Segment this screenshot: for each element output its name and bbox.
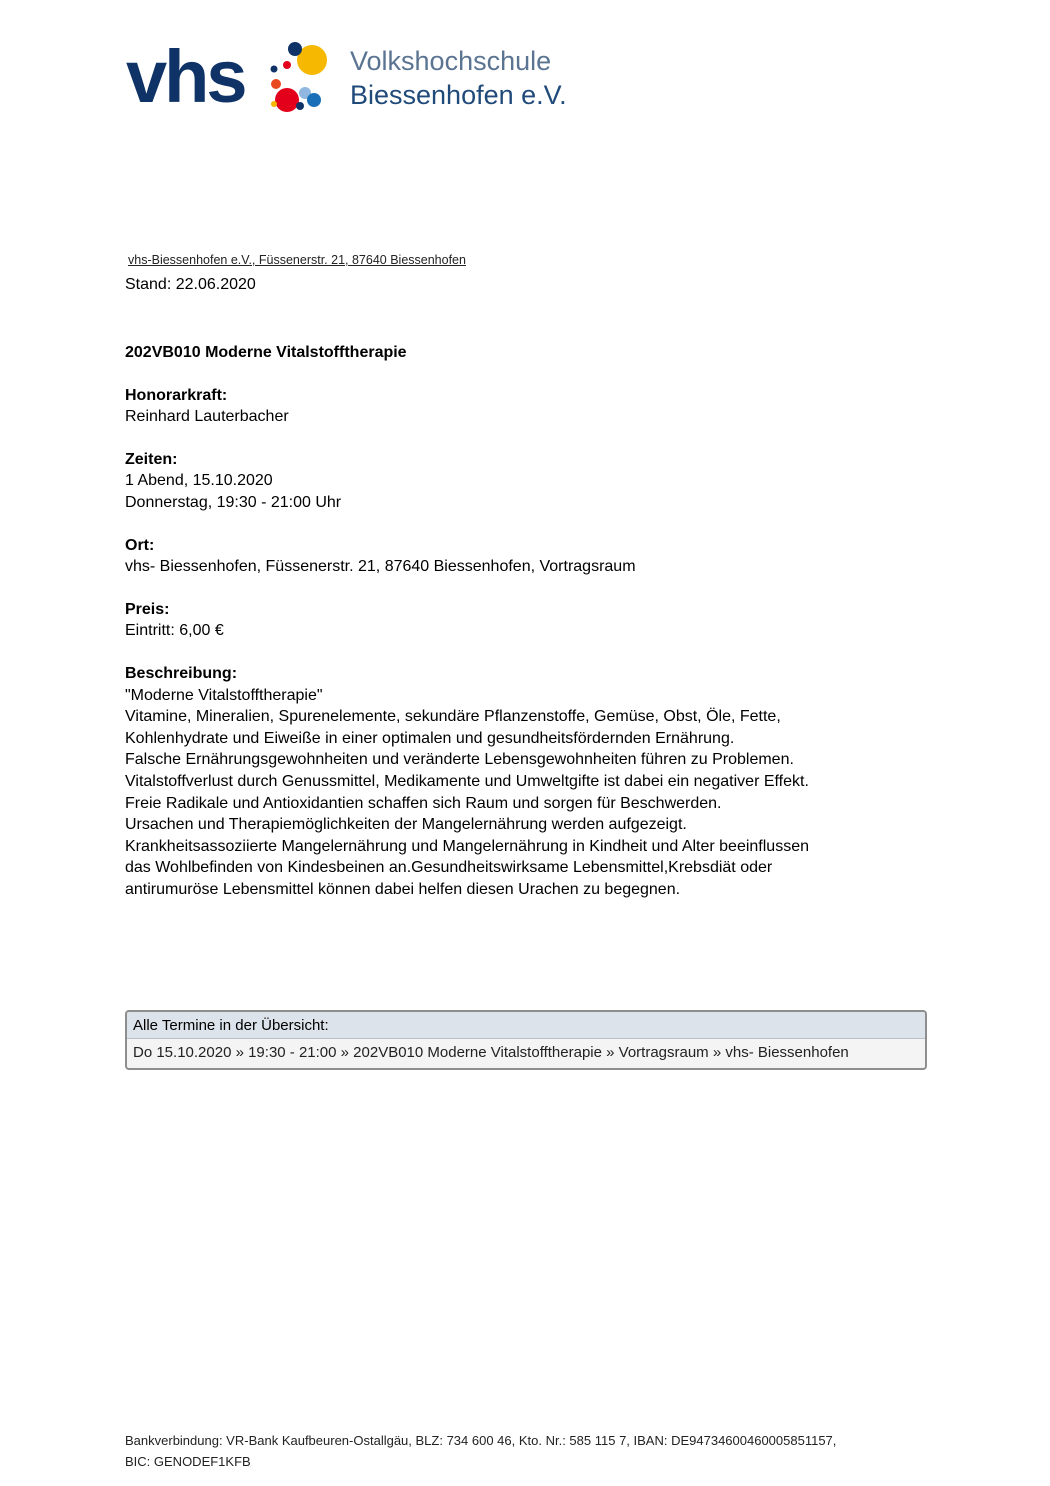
beschreibung-section [125, 663, 925, 901]
sender-address: vhs-Biessenhofen e.V., Füssenerstr. 21, 87640 Biessenhofen [128, 253, 466, 267]
logo-line-2: Biessenhofen e.V. [350, 80, 567, 110]
course-title: 202VB010 Moderne Vitalstofftherapie [125, 344, 407, 361]
termine-heading: Alle Termine in der Übersicht: [127, 1012, 925, 1039]
zeiten-section [125, 449, 925, 514]
beschreibung-line: Falsche Ernährungsgewohnheiten und veränderte Lebensgewohnheiten führen zu Problemen. [125, 751, 794, 769]
beschreibung-line: das Wohlbefinden von Kindesbeinen an.Gesundheitswirksame Lebensmittel,Krebsdiät oder [125, 859, 773, 877]
preis-value: Eintritt: 6,00 € [125, 622, 224, 640]
beschreibung-line: Freie Radikale und Antioxidantien schaffen sich Raum und sorgen für Beschwerden. [125, 794, 722, 812]
preis-heading: Preis: [125, 600, 170, 618]
preis-section [125, 599, 925, 642]
footer-line-2: BIC: GENODEF1KFB [125, 1454, 251, 1469]
beschreibung-line: "Moderne Vitalstofftherapie" [125, 686, 323, 704]
stand-date: Stand: 22.06.2020 [125, 276, 256, 293]
course-details [125, 342, 925, 921]
logo-mark-text: vhs [126, 35, 245, 118]
logo-line-1: Volkshochschule [350, 46, 552, 76]
beschreibung-line: antirumuröse Lebensmittel können dabei helfen diesen Urachen zu begegnen. [125, 880, 681, 898]
zeiten-line-1: 1 Abend, 15.10.2020 [125, 472, 273, 490]
beschreibung-line: Vitamine, Mineralien, Spurenelemente, sekundäre Pflanzenstoffe, Gemüse, Obst, Öle, Fette, [125, 708, 781, 726]
beschreibung-heading: Beschreibung: [125, 664, 238, 682]
vhs-logo [126, 35, 596, 120]
ort-heading: Ort: [125, 536, 155, 554]
honorarkraft-section [125, 385, 925, 428]
termine-row: Do 15.10.2020 » 19:30 - 21:00 » 202VB010 Moderne Vitalstofftherapie » Vortragsraum » vhs- Biessenhofen [133, 1044, 849, 1061]
beschreibung-line: Ursachen und Therapiemöglichkeiten der Mangelernährung werden aufgezeigt. [125, 816, 687, 834]
bank-footer [125, 1430, 836, 1472]
logo-wordmark [350, 44, 567, 112]
logo-dots-graphic [254, 40, 334, 120]
zeiten-line-2: Donnerstag, 19:30 - 21:00 Uhr [125, 493, 342, 511]
beschreibung-line: Vitalstoffverlust durch Genussmittel, Medikamente und Umweltgifte ist dabei ein negativer Effekt. [125, 772, 809, 790]
honorarkraft-heading: Honorarkraft: [125, 386, 228, 404]
termine-overview-box [125, 1010, 927, 1070]
ort-section [125, 535, 925, 578]
footer-line-1: Bankverbindung: VR-Bank Kaufbeuren-Ostallgäu, BLZ: 734 600 46, Kto. Nr.: 585 115 7, IBAN: DE94734600460005851157, [125, 1433, 837, 1448]
beschreibung-line: Kohlenhydrate und Eiweiße in einer optimalen und gesundheitsfördernden Ernährung. [125, 729, 735, 747]
zeiten-heading: Zeiten: [125, 450, 178, 468]
ort-value: vhs- Biessenhofen, Füssenerstr. 21, 87640 Biessenhofen, Vortragsraum [125, 558, 636, 576]
honorarkraft-value: Reinhard Lauterbacher [125, 408, 289, 426]
beschreibung-line: Krankheitsassoziierte Mangelernährung und Mangelernährung in Kindheit und Alter beeinflussen [125, 837, 809, 855]
